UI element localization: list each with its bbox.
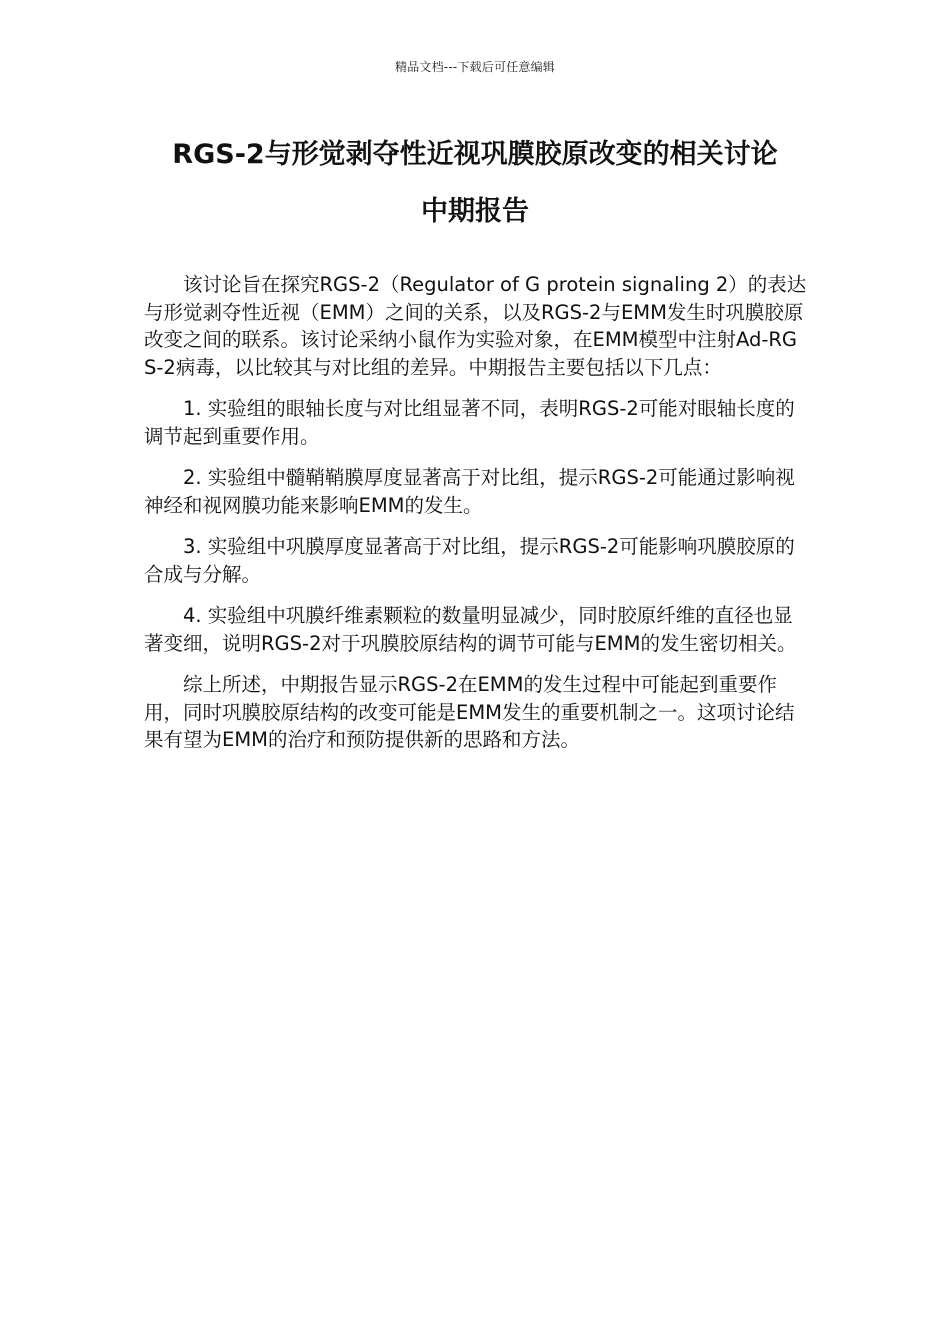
paragraph-conclusion: 综上所述，中期报告显示RGS-2在EMM的发生过程中可能起到重要作用，同时巩膜胶原结构的改变可能是EMM发生的重要机制之一。这项讨论结果有望为EMM的治疗和预防提供新的思路和方法。 (144, 673, 795, 751)
header-note: 精品文档---下载后可任意编辑 (395, 60, 555, 74)
document-body (144, 271, 808, 768)
paragraph-intro: 该讨论旨在探究RGS-2（Regulator of G protein signaling 2）的表达与形觉剥夺性近视（EMM）之间的关系，以及RGS-2与EMM发生时巩膜胶原改变之间的联系。该讨论采纳小鼠作为实验对象，在EMM模型中注射Ad-RGS-2病毒，以比较其与对比组的差异。中期报告主要包括以下几点： (144, 273, 807, 379)
document-title: RGS-2与形觉剥夺性近视巩膜胶原改变的相关讨论 (172, 139, 778, 170)
paragraph-point-1: 1. 实验组的眼轴长度与对比组显著不同，表明RGS-2可能对眼轴长度的调节起到重要作用。 (144, 397, 795, 448)
paragraph-point-3: 3. 实验组中巩膜厚度显著高于对比组，提示RGS-2可能影响巩膜胶原的合成与分解。 (144, 535, 795, 586)
paragraph-point-2: 2. 实验组中髓鞘鞘膜厚度显著高于对比组，提示RGS-2可能通过影响视神经和视网膜功能来影响EMM的发生。 (144, 466, 795, 517)
document-subtitle: 中期报告 (421, 196, 529, 227)
paragraph-point-4: 4. 实验组中巩膜纤维素颗粒的数量明显减少，同时胶原纤维的直径也显著变细，说明RGS-2对于巩膜胶原结构的调节可能与EMM的发生密切相关。 (144, 604, 797, 655)
